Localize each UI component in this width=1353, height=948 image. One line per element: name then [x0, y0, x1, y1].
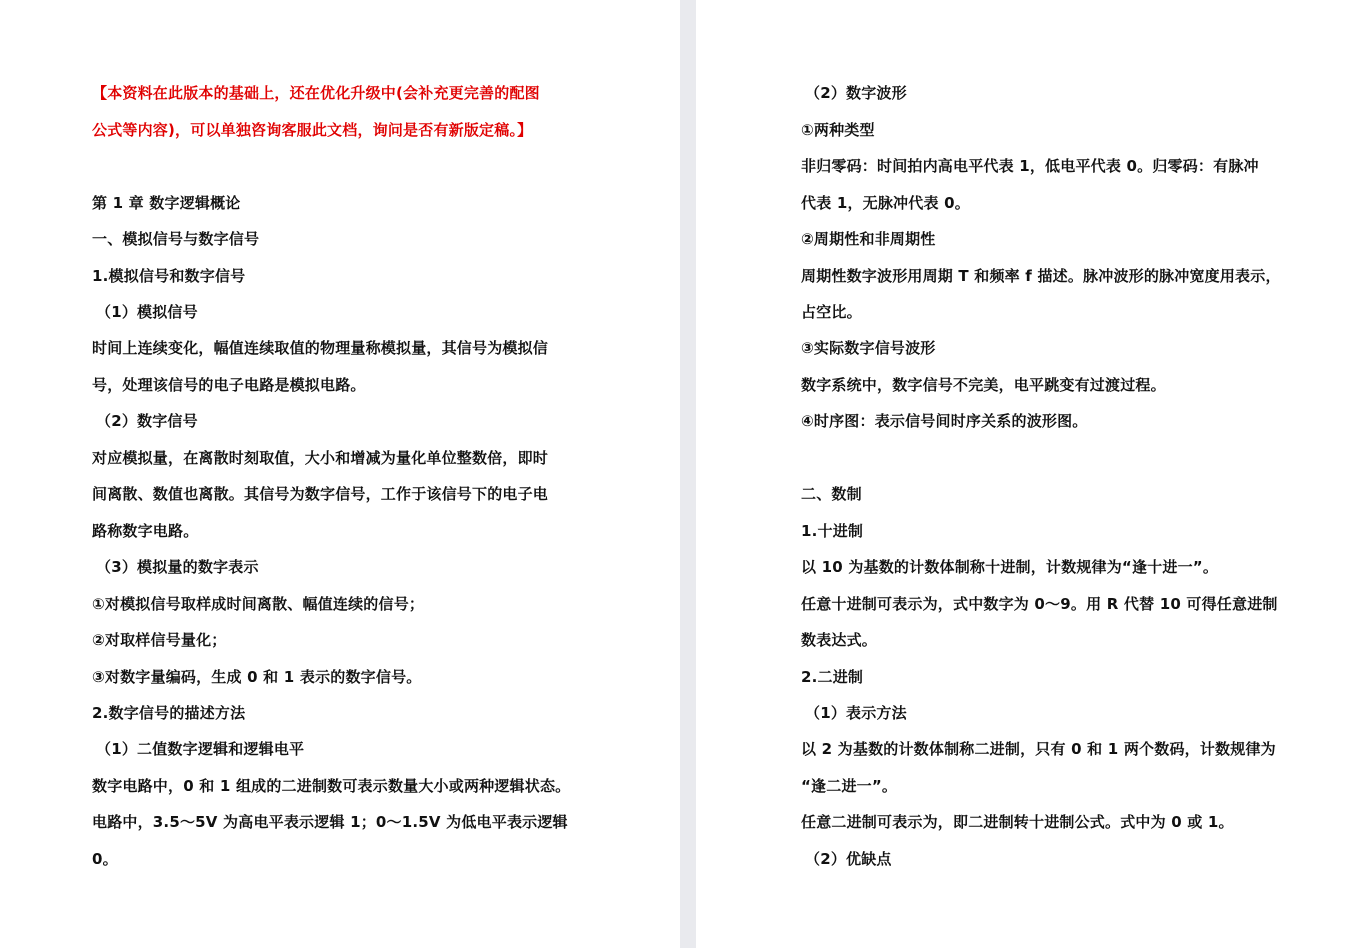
list-item: ③对数字量编码，生成 0 和 1 表示的数字信号。: [92, 668, 422, 686]
chapter-title: 第 1 章 数字逻辑概论: [92, 194, 241, 212]
notice-line-1: 【本资料在此版本的基础上，还在优化升级中(会补充更完善的配图: [92, 84, 540, 102]
item-heading: （3）模拟量的数字表示: [96, 558, 259, 576]
subsection-heading: 1.十进制: [801, 522, 864, 540]
paragraph-line: 间离散、数值也离散。其信号为数字信号，工作于该信号下的电子电: [92, 485, 549, 503]
paragraph-line: 任意二进制可表示为，即二进制转十进制公式。式中为 0 或 1。: [801, 813, 1234, 831]
section-heading: 二、数制: [801, 485, 862, 503]
paragraph-line: 周期性数字波形用周期 T 和频率 f 描述。脉冲波形的脉冲宽度用表示，: [801, 267, 1281, 285]
paragraph-line: 号，处理该信号的电子电路是模拟电路。: [92, 376, 366, 394]
section-heading: 一、模拟信号与数字信号: [92, 230, 260, 248]
list-item: ①对模拟信号取样成时间离散、幅值连续的信号；: [92, 595, 425, 613]
subsection-heading: 2.二进制: [801, 668, 864, 686]
notice-line-2: 公式等内容)，可以单独咨询客服此文档，询问是否有新版定稿。】: [92, 121, 533, 139]
paragraph-line: 占空比。: [801, 303, 862, 321]
list-item: ①两种类型: [801, 121, 875, 139]
item-heading: （2）数字信号: [96, 412, 198, 430]
paragraph-line: 对应模拟量，在离散时刻取值，大小和增减为量化单位整数倍，即时: [92, 449, 549, 467]
list-item: ②周期性和非周期性: [801, 230, 936, 248]
paragraph-line: 数字系统中，数字信号不完美，电平跳变有过渡过程。: [801, 376, 1166, 394]
paragraph-line: 任意十进制可表示为，式中数字为 0～9。用 R 代替 10 可得任意进制: [801, 595, 1278, 613]
item-heading: （2）数字波形: [805, 84, 907, 102]
paragraph-line: 非归零码：时间拍内高电平代表 1，低电平代表 0。归零码：有脉冲: [801, 157, 1259, 175]
item-heading: （1）二值数字逻辑和逻辑电平: [96, 740, 305, 758]
list-item: ②对取样信号量化；: [92, 631, 227, 649]
paragraph-line: 数字电路中，0 和 1 组成的二进制数可表示数量大小或两种逻辑状态。: [92, 777, 571, 795]
item-heading: （1）表示方法: [805, 704, 907, 722]
right-page: [696, 0, 1353, 948]
list-item: ③实际数字信号波形: [801, 339, 936, 357]
item-heading: （2）优缺点: [805, 850, 892, 868]
subsection-heading: 1.模拟信号和数字信号: [92, 267, 246, 285]
paragraph-line: “逢二进一”。: [801, 777, 898, 795]
item-heading: （1）模拟信号: [96, 303, 198, 321]
paragraph-line: 路称数字电路。: [92, 522, 199, 540]
paragraph-line: 代表 1，无脉冲代表 0。: [801, 194, 970, 212]
paragraph-line: 0。: [92, 850, 118, 868]
paragraph-line: 时间上连续变化，幅值连续取值的物理量称模拟量，其信号为模拟信: [92, 339, 549, 357]
paragraph-line: 以 10 为基数的计数体制称十进制，计数规律为“逢十进一”。: [801, 558, 1219, 576]
list-item: ④时序图：表示信号间时序关系的波形图。: [801, 412, 1088, 430]
paragraph-line: 以 2 为基数的计数体制称二进制，只有 0 和 1 两个数码，计数规律为: [801, 740, 1276, 758]
paragraph-line: 数表达式。: [801, 631, 878, 649]
paragraph-line: 电路中，3.5～5V 为高电平表示逻辑 1；0～1.5V 为低电平表示逻辑: [92, 813, 568, 831]
subsection-heading: 2.数字信号的描述方法: [92, 704, 246, 722]
